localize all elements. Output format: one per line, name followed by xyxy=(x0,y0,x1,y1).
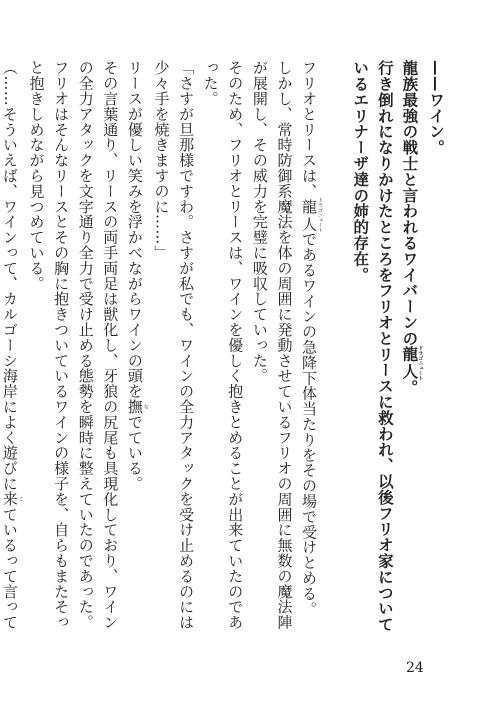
page-number: 24 xyxy=(406,660,424,676)
paragraph-2 xyxy=(247,60,296,645)
body-text: しかし、常時防御系魔法を体の周囲に発動させているフリオの周囲に無数の魔法陣が展開し、その威力を完璧に吸収していった。 xyxy=(250,60,294,630)
thought-text: ているって言って xyxy=(0,506,19,630)
paragraph-6 xyxy=(73,60,122,645)
body-text: であるワインの急降下体当たりをその場で受けとめる。 xyxy=(300,231,319,617)
heading-line: ——ワイン。 xyxy=(427,60,445,156)
body-text: その言葉通り、リースの両手両足は獣化し、牙狼の尻尾も具現化しており、ワインの全力アタックを文字通り全力で受け止める態勢を瞬時に整えていたのであった。 xyxy=(76,60,120,630)
paragraph-description-2 xyxy=(348,60,397,645)
ruby-text: な xyxy=(142,398,149,415)
paragraph-3 xyxy=(198,60,247,645)
body-text: でている。 xyxy=(125,414,144,492)
ruby-text: ドラゴニュート xyxy=(417,345,424,381)
thought-text: （……そういえば、ワインって、カルゴーシ海岸によく遊びに xyxy=(0,60,19,492)
ruby-base: 龍人 xyxy=(300,197,319,233)
paragraph-5 xyxy=(122,60,149,645)
ruby-dragon-newt xyxy=(300,197,324,233)
paragraph-heading xyxy=(423,60,448,645)
ruby-text: こ xyxy=(17,491,24,507)
body-text: リースが優しい笑みを浮かべながらワインの頭を xyxy=(125,60,144,399)
body-text: フリオはそんなリースとその胸に抱きついているワインの様子を、自らもまたそっと抱きしめながら見つめている。 xyxy=(27,60,71,630)
paragraph-1 xyxy=(296,60,323,645)
paragraph-7 xyxy=(24,60,73,645)
dialogue-text: 「さすが旦那様ですわ。さすが私でも、ワインの全力アタックを受け止めるのには少々手を焼きますのに……」 xyxy=(152,60,196,630)
ruby-base: 来 xyxy=(0,491,19,507)
ruby-base: 龍人 xyxy=(400,345,419,381)
paragraph-description-1 xyxy=(397,60,424,645)
ruby-na xyxy=(125,398,149,415)
paragraph-4 xyxy=(149,60,198,645)
vertical-text-body xyxy=(0,60,448,645)
description-end: 。 xyxy=(400,379,419,396)
body-text: フリオとリースは、 xyxy=(300,60,319,199)
description-text: 行き倒れになりかけたところをフリオとリースに救われ、以後フリオ家についているエリナーザ達の姉的存在。 xyxy=(351,60,394,633)
paragraph-blank xyxy=(323,60,348,645)
ruby-ko xyxy=(0,491,24,507)
description-text: 龍族最強の戦士と言われるワイバーンの xyxy=(400,60,419,347)
ruby-base: 撫 xyxy=(125,398,144,415)
paragraph-8 xyxy=(0,60,24,645)
body-text: そのため、フリオとリースは、ワインを優しく抱きとめることが出来ていたのであった。 xyxy=(201,60,245,630)
ruby-dragon-newt xyxy=(400,345,424,381)
ruby-text: ドラゴニュート xyxy=(317,197,324,233)
